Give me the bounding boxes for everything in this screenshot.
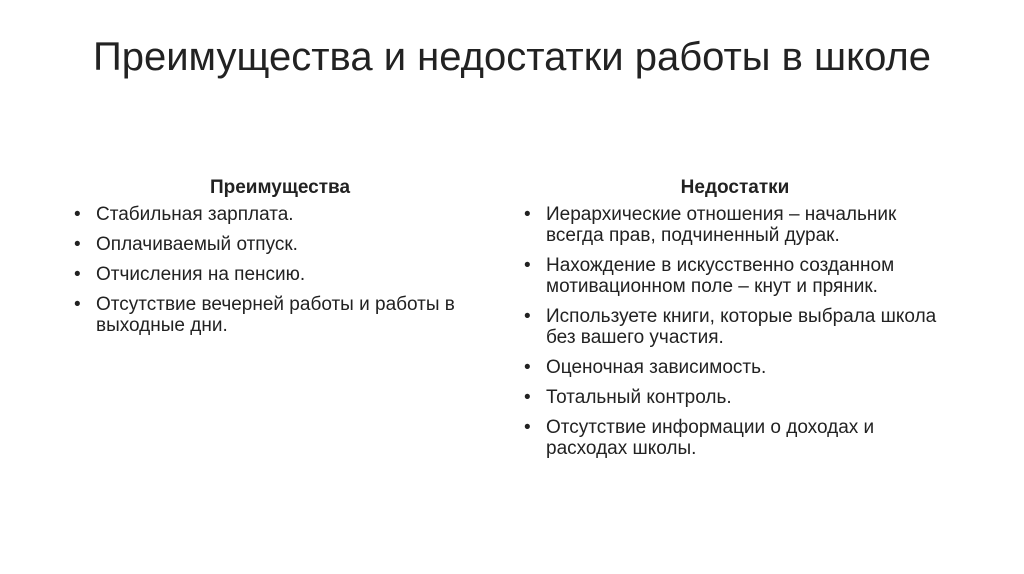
disadvantages-list-item [520, 387, 950, 408]
disadvantages-list-item [520, 417, 950, 459]
disadvantages-list-item [520, 357, 950, 378]
bullet-icon: • [74, 294, 81, 315]
advantages-item-text: Стабильная зарплата. [96, 204, 294, 225]
advantages-item-text: Отсутствие вечерней работы и работы в выходные дни. [96, 294, 455, 336]
slide-title: Преимущества и недостатки работы в школе [92, 35, 932, 79]
disadvantages-item-text: Используете книги, которые выбрала школа без вашего участия. [546, 306, 937, 348]
disadvantages-item-text: Отсутствие информации о доходах и расходах школы. [546, 417, 875, 459]
bullet-icon: • [74, 234, 81, 255]
advantages-column [70, 176, 490, 345]
bullet-icon: • [524, 417, 531, 438]
disadvantages-item-text: Иерархические отношения – начальник всегда прав, подчиненный дурак. [546, 204, 897, 246]
bullet-icon: • [524, 306, 531, 327]
disadvantages-list-item [520, 306, 950, 348]
disadvantages-item-text: Оценочная зависимость. [546, 357, 767, 378]
disadvantages-item-text: Тотальный контроль. [546, 387, 732, 408]
advantages-list-item [70, 204, 490, 225]
advantages-list-item [70, 264, 490, 285]
disadvantages-list-item [520, 255, 950, 297]
disadvantages-column [520, 176, 950, 468]
advantages-list-item [70, 294, 490, 336]
bullet-icon: • [524, 204, 531, 225]
disadvantages-item-text: Нахождение в искусственно созданном мотивационном поле – кнут и пряник. [546, 255, 895, 297]
bullet-icon: • [74, 264, 81, 285]
advantages-list [70, 204, 490, 336]
advantages-heading: Преимущества [209, 177, 351, 198]
disadvantages-heading: Недостатки [680, 177, 790, 198]
bullet-icon: • [524, 387, 531, 408]
advantages-item-text: Отчисления на пенсию. [96, 264, 306, 285]
disadvantages-list-item [520, 204, 950, 246]
bullet-icon: • [524, 255, 531, 276]
bullet-icon: • [74, 204, 81, 225]
disadvantages-list [520, 204, 950, 459]
advantages-item-text: Оплачиваемый отпуск. [96, 234, 298, 255]
advantages-list-item [70, 234, 490, 255]
bullet-icon: • [524, 357, 531, 378]
